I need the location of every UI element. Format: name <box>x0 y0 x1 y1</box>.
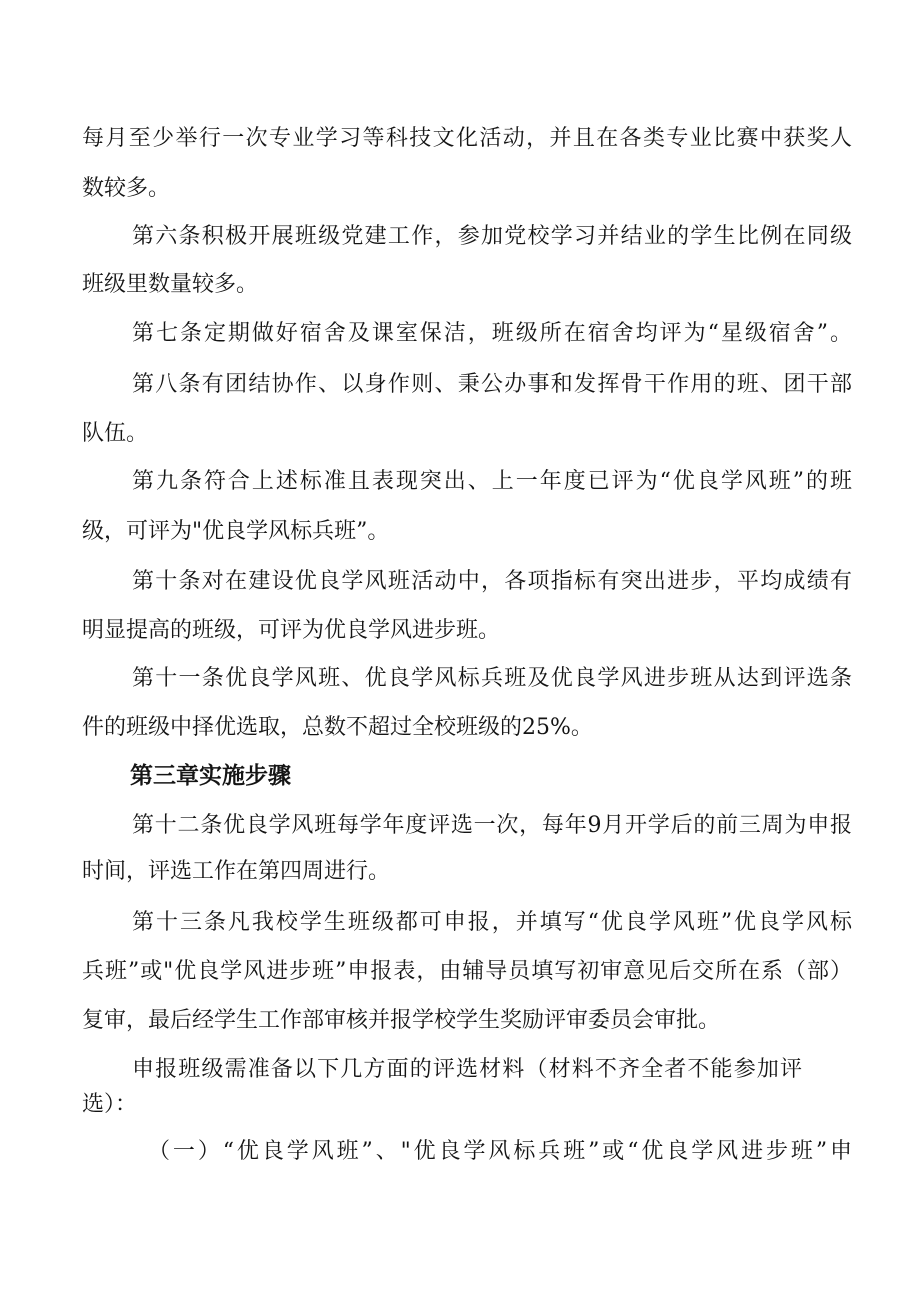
paragraph-continuation-line-2: 数较多。 <box>82 176 171 201</box>
article-13-line-1: 第十三条凡我校学生班级都可申报，并填写“优良学风班”优良学风标 <box>132 910 852 935</box>
article-6-line-2: 班级里数量较多。 <box>82 272 259 297</box>
article-13-line-3: 复审，最后经学生工作部审核并报学校学生奖励评审委员会审批。 <box>82 1008 721 1033</box>
article-13-line-2: 兵班”或"优良学风进步班”申报表，由辅导员填写初审意见后交所在系（部） <box>82 959 852 984</box>
materials-intro-line-1: 申报班级需准备以下几方面的评选材料（材料不齐全者不能参加评 <box>132 1057 802 1082</box>
paragraph-continuation-line-1: 每月至少举行一次专业学习等科技文化活动，并且在各类专业比赛中获奖人 <box>82 126 852 151</box>
article-9-line-2: 级，可评为"优良学风标兵班”。 <box>82 519 390 544</box>
article-10-line-1: 第十条对在建设优良学风班活动中，各项指标有突出进步，平均成绩有 <box>132 569 852 594</box>
article-12-line-2: 时间，评选工作在第四周进行。 <box>82 859 391 884</box>
article-7-line-1: 第七条定期做好宿舍及课室保洁，班级所在宿舍均评为“星级宿舍”。 <box>132 321 852 346</box>
article-12-line-1: 第十二条优良学风班每学年度评选一次，每年9月开学后的前三周为申报 <box>132 813 852 838</box>
article-11-line-2: 件的班级中择优选取，总数不超过全校班级的25%。 <box>82 715 593 740</box>
article-8-line-1: 第八条有团结协作、以身作则、秉公办事和发挥骨干作用的班、团干部 <box>132 372 852 397</box>
article-10-line-2: 明显提高的班级，可评为优良学风进步班。 <box>82 618 501 643</box>
article-11-line-1: 第十一条优良学风班、优良学风标兵班及优良学风进步班从达到评选条 <box>132 666 852 691</box>
article-6-line-1: 第六条积极开展班级党建工作，参加党校学习并结业的学生比例在同级 <box>132 224 852 249</box>
materials-intro-line-2: 选）： <box>82 1092 138 1117</box>
article-8-line-2: 队伍。 <box>82 421 149 446</box>
article-9-line-1: 第九条符合上述标准且表现突出、上一年度已评为“优良学风班”的班 <box>132 469 852 494</box>
item-1-line-1: （一）“优良学风班”、"优良学风标兵班”或“优良学风进步班”申 <box>148 1139 852 1164</box>
chapter-heading: 第三章实施步骤 <box>130 763 291 789</box>
